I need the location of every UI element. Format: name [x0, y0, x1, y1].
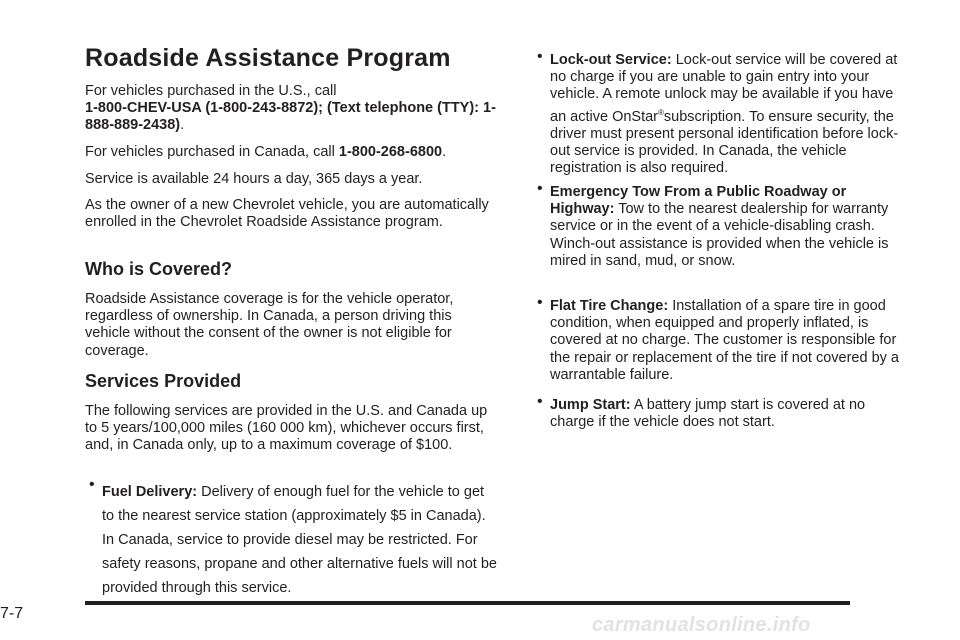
us-period: . — [180, 117, 185, 134]
enrollment-paragraph: As the owner of a new Chevrolet vehicle, you are automatically enrolled in the Chevrolet Roadside Assistance program. — [85, 197, 489, 231]
us-contact-paragraph — [85, 83, 500, 135]
emergency-tow-text: Tow to the nearest dealership for warranty service or in the event of a vehicle-disabling crash. Winch-out assistance is provided when the vehicle is mired in sand, mud, or snow. — [550, 201, 889, 269]
canada-contact-text: For vehicles purchased in Canada, call — [85, 144, 339, 160]
canada-contact-paragraph — [85, 144, 446, 161]
flat-tire-item — [537, 294, 907, 384]
lockout-service-text-a: Lock-out service will be covered at no charge if you are unable to gain entry into your vehicle. A remote unlock may be available if you have an active OnStar — [550, 52, 898, 125]
bullet-icon: • — [537, 294, 543, 311]
lockout-service-text-b: subscription. To ensure security, the driver must present personal identification before lock-out service is provided. In Canada, the vehicle registration is also required. — [550, 108, 899, 177]
who-covered-heading: Who is Covered? — [85, 259, 233, 279]
lockout-service-label: Lock-out Service: — [550, 52, 672, 68]
jump-start-text: A battery jump start is covered at no charge if the vehicle does not start. — [550, 397, 866, 431]
services-provided-heading: Services Provided — [85, 371, 242, 391]
canada-phone-number: 1-800-268-6800 — [338, 144, 443, 160]
fuel-delivery-item — [89, 476, 500, 600]
canada-period: . — [442, 144, 447, 160]
lockout-service-item — [537, 48, 907, 177]
flat-tire-label: Flat Tire Change: — [550, 298, 669, 314]
flat-tire-text: Installation of a spare tire in good condition, when equipped and properly inflated, is covered at no charge. The customer is responsible for the repair or replacement of the tire if not covered by a warrantable failure. — [550, 298, 899, 383]
us-contact-text: For vehicles purchased in the U.S., call — [85, 83, 337, 99]
who-covered-paragraph: Roadside Assistance coverage is for the vehicle operator, regardless of ownership. In Canada, a person driving this vehicle without the consent of the owner is not eligible for coverage. — [85, 291, 454, 359]
emergency-tow-item — [537, 180, 907, 270]
bullet-icon: • — [537, 180, 543, 197]
registered-mark: ® — [658, 107, 664, 117]
page-title: Roadside Assistance Program — [85, 44, 451, 72]
availability-paragraph: Service is available 24 hours a day, 365 days a year. — [85, 171, 423, 187]
bullet-icon: • — [537, 48, 543, 65]
jump-start-item — [537, 393, 907, 431]
bullet-icon: • — [89, 476, 95, 493]
us-phone-number: 1-800-CHEV-USA (1-800-243-8872); (Text telephone (TTY): 1-888-889-2438) — [85, 100, 496, 134]
watermark-text: carmanualsonline.info — [592, 614, 811, 636]
emergency-tow-label: Emergency Tow From a Public Roadway or Highway: — [550, 184, 847, 218]
jump-start-label: Jump Start: — [550, 397, 631, 413]
fuel-delivery-label: Fuel Delivery: — [102, 484, 198, 500]
services-paragraph: The following services are provided in the U.S. and Canada up to 5 years/100,000 miles (160 000 km), whichever occurs first, and, in Canada only, up to a maximum coverage of $100. — [85, 403, 488, 454]
bullet-icon: • — [537, 393, 543, 410]
fuel-delivery-text: Delivery of enough fuel for the vehicle to get to the nearest service station (approximately $5 in Canada). In Canada, service to provide diesel may be restricted. For safety reasons, propane and other alternative fuels will not be provided through this service. — [102, 484, 497, 596]
page-number: 7-7 — [0, 605, 24, 622]
